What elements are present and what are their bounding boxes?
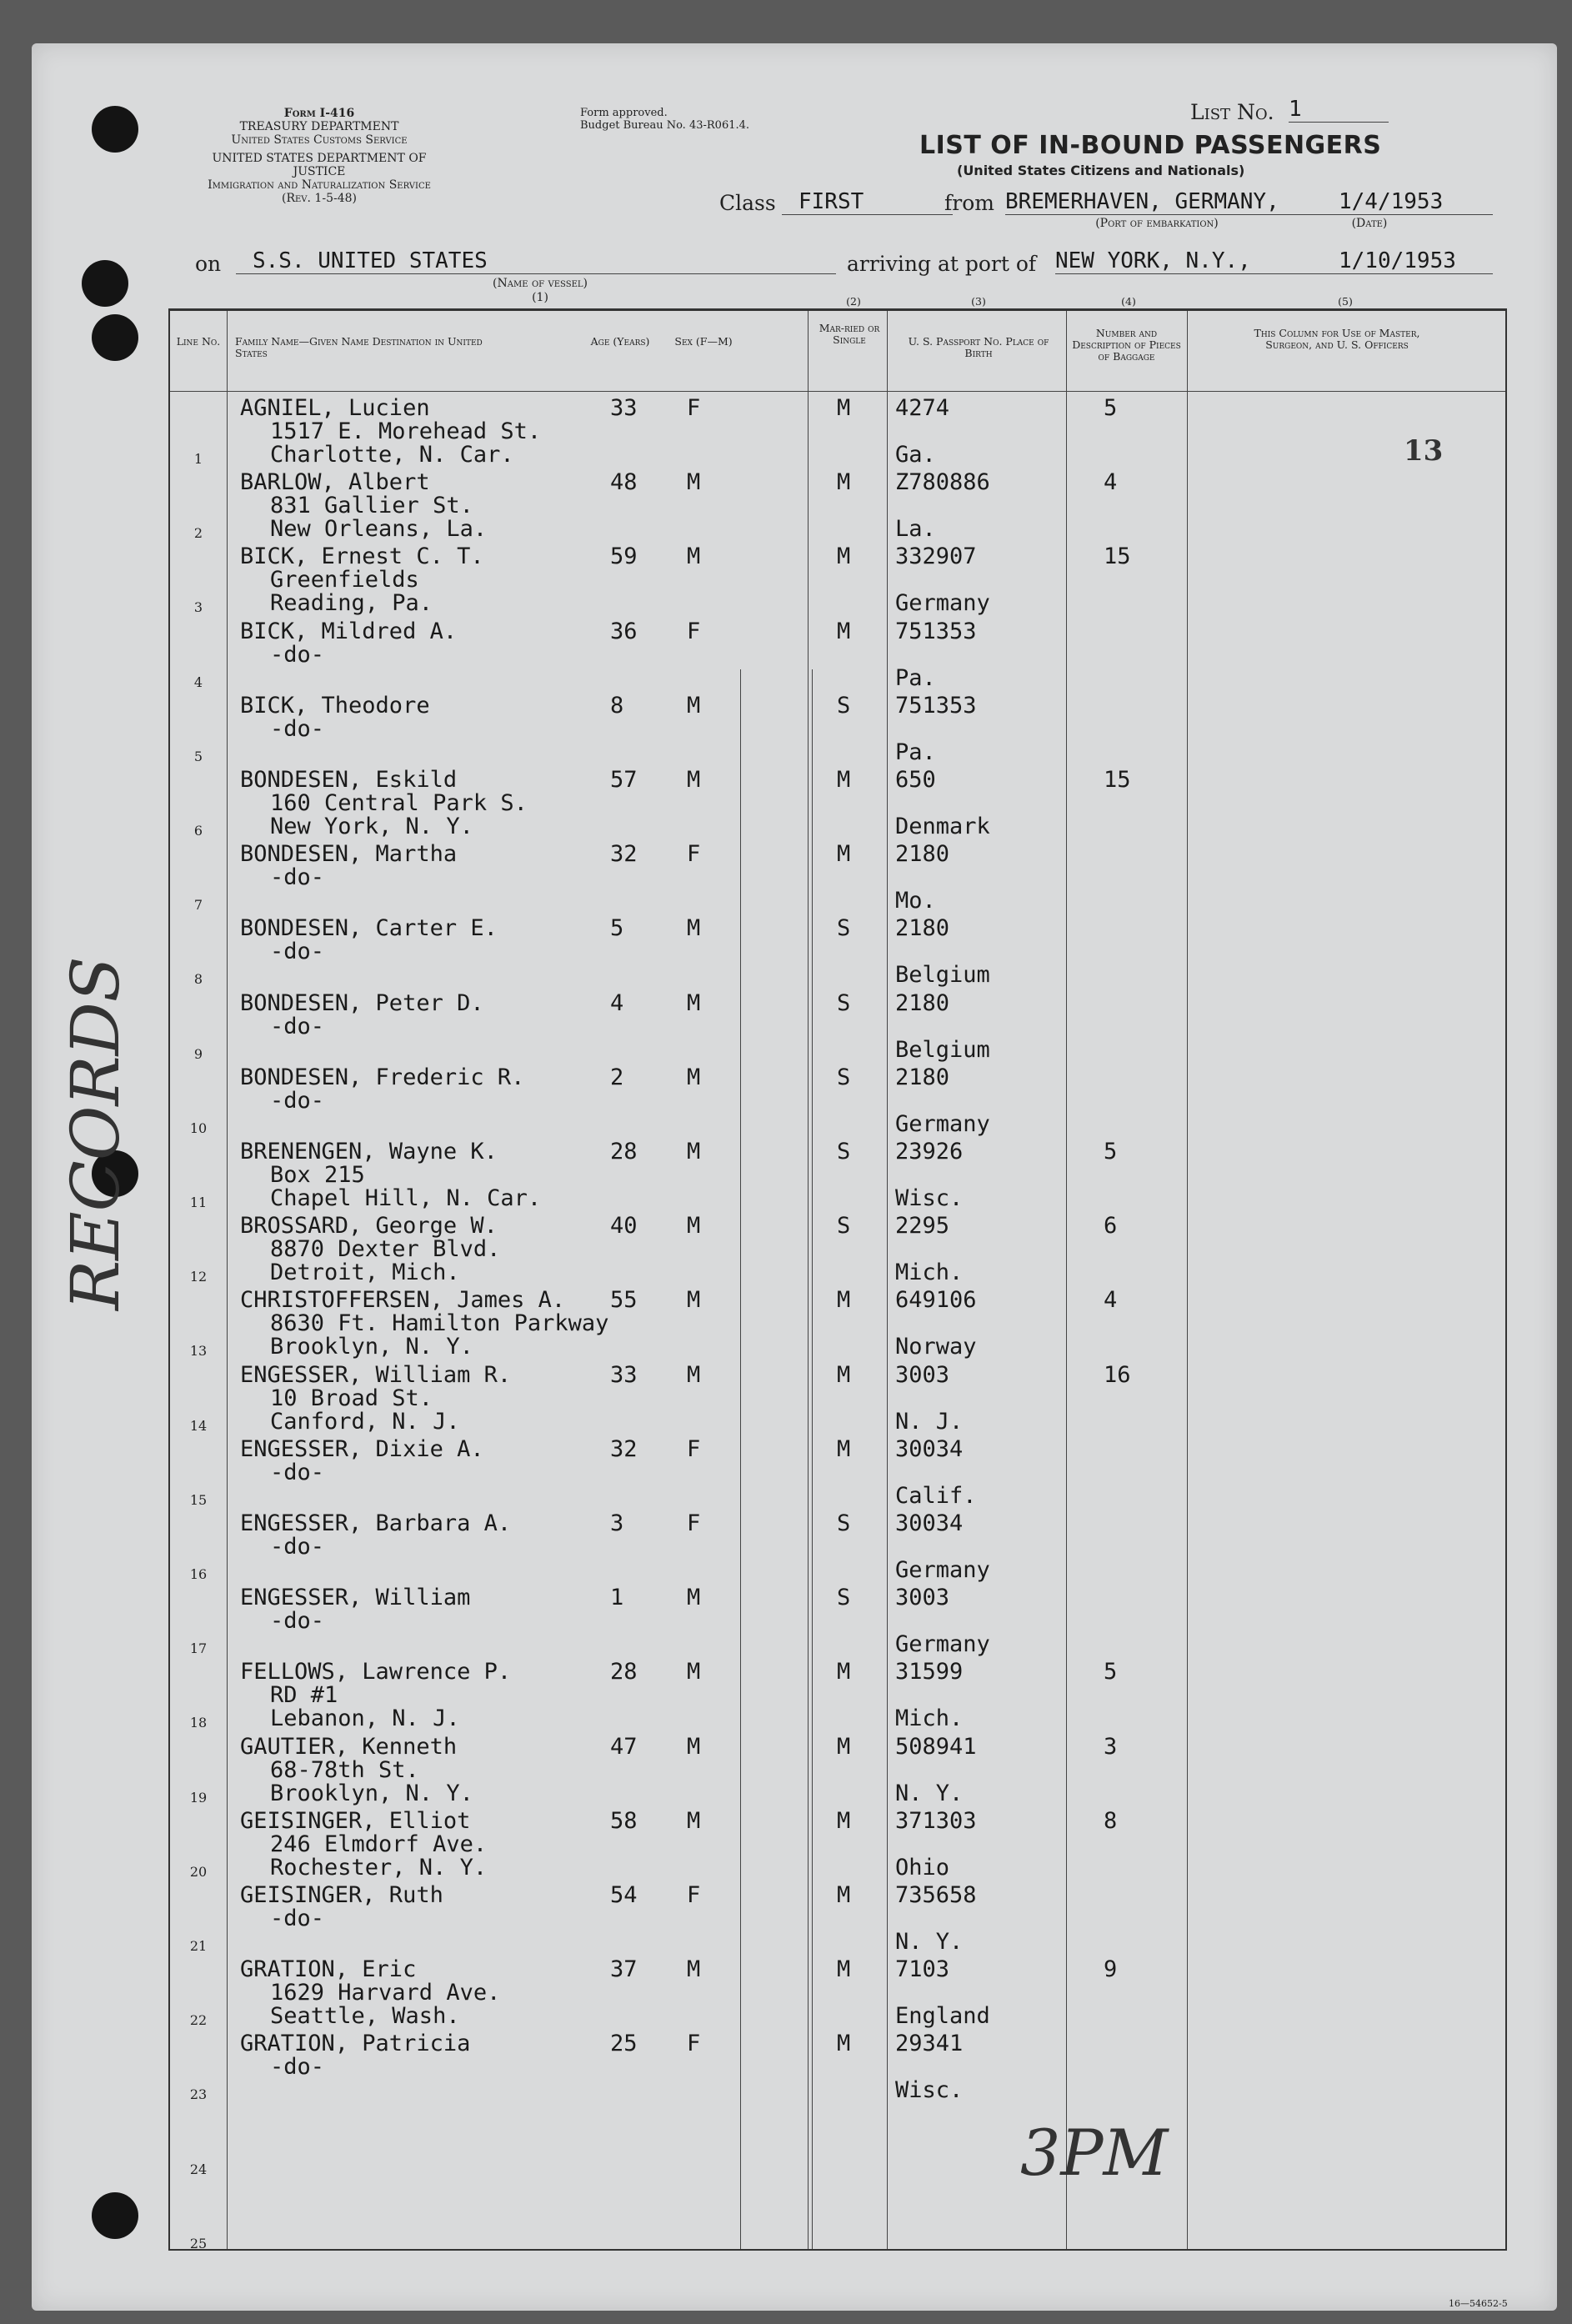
age-value: 33 [610,1361,638,1388]
arriving-label: arriving at port of [847,252,1037,276]
marital-status: M [837,1435,851,1462]
passenger-name: BICK, Theodore [240,692,430,719]
table-row [170,1506,1505,1583]
passport-number: 30034 [895,1510,964,1536]
baggage-count: 4 [1104,1287,1118,1314]
birthplace: Belgium [895,962,990,989]
line-number: 20 [189,1863,208,1880]
baggage-count: 4 [1104,469,1118,496]
birthplace: Wisc. [895,1185,964,1211]
address-line-1: 10 Broad St. [270,1385,433,1411]
table-row [170,1358,1505,1435]
birthplace: N. Y. [895,1929,964,1955]
embark-date: 1/4/1953 [1339,189,1493,215]
punch-hole [92,314,138,361]
line-number: 12 [189,1269,208,1285]
line-number: 17 [189,1640,208,1657]
age-value: 48 [610,469,638,496]
table-row [170,1209,1505,1286]
page-subtitle: (United States Citizens and Nationals) [957,163,1245,178]
address-line-1: 1517 E. Morehead St. [270,418,542,444]
table-row [170,1878,1505,1955]
table-row [170,391,1505,468]
birthplace: Ohio [895,1854,950,1881]
col-passport-head: U. S. Passport No. Place of Birth [908,335,1049,359]
sex-value: M [687,1287,701,1314]
age-value: 59 [610,543,638,570]
sex-value: F [687,395,701,421]
list-no-label: List No. [1190,100,1274,124]
col5-number: (5) [1338,295,1353,308]
margin-note: RECORDS [57,956,134,1310]
address-line-1: 68-78th St. [270,1756,419,1783]
table-row [170,763,1505,837]
baggage-count: 6 [1104,1213,1118,1240]
passport-number: 30034 [895,1435,964,1462]
sex-value: F [687,2031,701,2057]
passport-number: 2180 [895,1064,950,1090]
address-line-2: Reading, Pa. [270,590,433,617]
passport-number: Z780886 [895,469,990,496]
immigration-label: Immigration and Naturalization Service [208,178,431,192]
address-line-2: Brooklyn, N. Y. [270,1334,473,1360]
address-line-2: New York, N. Y. [270,814,473,839]
passport-number: 508941 [895,1733,977,1760]
justice-label: UNITED STATES DEPARTMENT OF JUSTICE [212,152,427,178]
line-number: 11 [189,1195,208,1210]
passport-number: 3003 [895,1585,950,1611]
class-label: Class [719,191,776,215]
list-no-value: 1 [1289,97,1389,123]
address-line-1: -do- [270,641,325,668]
age-value: 8 [610,692,624,719]
birthplace: La. [895,516,936,543]
col-sex-head: Sex (F—M) [674,335,733,348]
address-line-1: -do- [270,1459,325,1485]
passport-number: 2180 [895,989,950,1016]
passport-number: 751353 [895,618,977,644]
baggage-count: 5 [1104,395,1118,421]
budget-label: Budget Bureau No. 43-R061.4. [580,119,750,132]
address-line-1: -do- [270,939,325,965]
birthplace: Pa. [895,664,936,691]
address-line-1: RD #1 [270,1682,338,1709]
address-line-2: Rochester, N. Y. [270,1854,488,1881]
table-row [170,465,1505,543]
age-value: 5 [610,915,624,942]
line-number: 14 [189,1417,208,1434]
marital-status: M [837,395,851,421]
address-line-2: Canford, N. J. [270,1408,460,1435]
table-row [170,1952,1505,2030]
page-title: LIST OF IN-BOUND PASSENGERS [919,131,1382,160]
marital-status: M [837,1882,851,1908]
treasury-label: TREASURY DEPARTMENT [239,120,399,133]
passport-number: 4274 [895,395,950,421]
passenger-name: BONDESEN, Carter E. [240,915,498,942]
address-line-1: -do- [270,1608,325,1635]
birthplace: Mo. [895,888,936,914]
approval-block [580,107,749,132]
passenger-name: GEISINGER, Elliot [240,1807,471,1834]
sex-value: M [687,915,701,942]
revision-label: (Rev. 1-5-48) [282,192,357,205]
table-row [170,1655,1505,1732]
line-number: 22 [189,2012,208,2029]
line-number: 1 [193,451,203,467]
marital-status: M [837,767,851,793]
line-number: 16 [189,1566,208,1582]
sex-value: M [687,692,701,719]
sex-value: M [687,1361,701,1388]
passport-number: 332907 [895,543,977,570]
address-line-1: Greenfields [270,567,419,594]
marital-status: M [837,1361,851,1388]
passport-number: 735658 [895,1882,977,1908]
punch-hole [92,106,138,153]
birthplace: Norway [895,1334,977,1360]
address-line-1: -do- [270,864,325,891]
passenger-name: GAUTIER, Kenneth [240,1733,458,1760]
date-caption: (Date) [1351,217,1388,230]
sex-value: M [687,1213,701,1240]
line-number: 7 [193,897,203,914]
marital-status: M [837,841,851,868]
passport-number: 7103 [895,1956,950,1983]
marital-status: M [837,1733,851,1760]
age-value: 28 [610,1139,638,1165]
embark-port: BREMERHAVEN, GERMANY, [1005,189,1339,215]
marital-status: S [837,1064,851,1090]
marital-status: M [837,1956,851,1983]
passport-number: 3003 [895,1361,950,1388]
address-line-2: Seattle, Wash. [270,2003,460,2030]
age-value: 3 [610,1510,624,1536]
passenger-name: BICK, Ernest C. T. [240,543,484,570]
birthplace: Mich. [895,1705,964,1732]
officer-mark: 13 [1404,434,1444,468]
baggage-count: 15 [1104,543,1131,570]
address-line-2: Lebanon, N. J. [270,1705,460,1732]
passenger-name: BONDESEN, Frederic R. [240,1064,525,1090]
passenger-name: GEISINGER, Ruth [240,1882,443,1908]
passport-number: 2180 [895,915,950,942]
address-line-1: 160 Central Park S. [270,790,528,816]
passenger-name: GRATION, Eric [240,1956,417,1983]
passenger-name: ENGESSER, William [240,1585,471,1611]
table-row [170,1060,1505,1137]
line-number: 3 [193,599,203,616]
col-age-head: Age (Years) [590,335,650,348]
justice-block [186,152,453,205]
baggage-count: 16 [1104,1361,1131,1388]
sex-value: M [687,543,701,570]
passport-number: 23926 [895,1139,964,1165]
col-line-head: Line No. [176,335,221,348]
passport-number: 2180 [895,841,950,868]
passenger-name: BICK, Mildred A. [240,618,458,644]
age-value: 4 [610,989,624,1016]
sex-value: M [687,767,701,793]
line-number: 2 [193,525,203,542]
address-line-1: -do- [270,2054,325,2081]
marital-status: S [837,915,851,942]
passenger-name: BONDESEN, Martha [240,841,458,868]
address-line-2: Chapel Hill, N. Car. [270,1185,542,1211]
address-line-1: -do- [270,715,325,742]
marital-status: M [837,1287,851,1314]
baggage-count: 5 [1104,1139,1118,1165]
passenger-name: ENGESSER, Dixie A. [240,1435,484,1462]
age-value: 58 [610,1807,638,1834]
address-line-1: Box 215 [270,1162,365,1188]
table-row [170,986,1505,1063]
punch-hole [82,260,128,307]
address-line-1: -do- [270,1534,325,1560]
marital-status: S [837,1139,851,1165]
address-line-1: 1629 Harvard Ave. [270,1980,501,2006]
passenger-name: AGNIEL, Lucien [240,395,430,421]
col-married-head: Mar-ried or Single [819,322,880,346]
arrival-port: NEW YORK, N.Y., [1055,248,1339,274]
passenger-name: ENGESSER, William R. [240,1361,512,1388]
table-row [170,1134,1505,1209]
line-number: 8 [193,971,203,988]
address-line-1: -do- [270,1087,325,1114]
table-row [170,837,1505,914]
age-value: 32 [610,841,638,868]
line-number: 18 [189,1715,208,1731]
age-value: 54 [610,1882,638,1908]
age-value: 47 [610,1733,638,1760]
age-value: 55 [610,1287,638,1314]
sex-value: M [687,1585,701,1611]
sex-value: F [687,841,701,868]
marital-status: S [837,989,851,1016]
line-number: 25 [189,2235,208,2251]
agency-block [190,107,448,147]
sex-value: M [687,1807,701,1834]
sex-value: M [687,1064,701,1090]
line-number: 10 [189,1119,208,1136]
col2-number: (2) [846,295,861,308]
age-value: 28 [610,1659,638,1685]
sex-value: M [687,989,701,1016]
birthplace: Pa. [895,739,936,765]
table-row [170,2176,1505,2250]
marital-status: M [837,1807,851,1834]
sex-value: M [687,1659,701,1685]
address-line-1: -do- [270,1013,325,1039]
address-line-1: 831 Gallier St. [270,493,473,519]
passenger-name: BARLOW, Albert [240,469,430,496]
age-value: 2 [610,1064,624,1090]
sex-value: F [687,618,701,644]
sex-value: F [687,1882,701,1908]
baggage-count: 8 [1104,1807,1118,1834]
form-number: Form I-416 [283,107,355,120]
passenger-table [168,295,1507,2251]
address-line-2: Brooklyn, N. Y. [270,1780,473,1806]
col3-number: (3) [971,295,986,308]
table-row [170,1804,1505,1881]
vessel-name: S.S. UNITED STATES [236,248,836,274]
birthplace: N. Y. [895,1780,964,1806]
marital-status: M [837,1659,851,1685]
table-row [170,614,1505,689]
table-row [170,1283,1505,1360]
col-name-head: Family Name—Given Name Destination in United States [235,335,483,359]
line-number: 15 [189,1491,208,1508]
age-value: 57 [610,767,638,793]
age-value: 32 [610,1435,638,1462]
marital-status: M [837,2031,851,2057]
birthplace: Germany [895,1557,990,1583]
line-number: 21 [189,1938,208,1954]
age-value: 33 [610,395,638,421]
line-number: 4 [193,674,203,690]
passenger-name: CHRISTOFFERSEN, James A. [240,1287,566,1314]
birthplace: Ga. [895,442,936,468]
line-number: 23 [189,2086,208,2103]
birthplace: Germany [895,1631,990,1658]
baggage-count: 15 [1104,767,1131,793]
birthplace: Calif. [895,1482,977,1509]
col-baggage-head: Number and Description of Pieces of Baggage [1072,327,1181,363]
age-value: 1 [610,1585,624,1611]
marital-status: S [837,1585,851,1611]
on-label: on [195,252,222,276]
signature-time: 3PM [1020,2116,1169,2190]
punch-hole [92,2192,138,2239]
baggage-count: 9 [1104,1956,1118,1983]
table-row [170,539,1505,617]
line-number: 6 [193,823,203,839]
line-number: 5 [193,748,203,764]
passenger-name: GRATION, Patricia [240,2031,471,2057]
marital-status: S [837,692,851,719]
col4-number: (4) [1121,295,1136,308]
from-label: from [944,191,994,215]
baggage-count: 3 [1104,1733,1118,1760]
sex-value: M [687,1139,701,1165]
marital-status: M [837,543,851,570]
table-row [170,2101,1505,2176]
col1-number: (1) [532,291,548,304]
table-row [170,1580,1505,1658]
line-number: 24 [189,2161,208,2177]
address-line-1: 246 Elmdorf Ave. [270,1831,488,1857]
sex-value: M [687,1733,701,1760]
sex-value: F [687,1435,701,1462]
age-value: 36 [610,618,638,644]
birthplace: England [895,2003,990,2030]
passport-number: 649106 [895,1287,977,1314]
sex-value: M [687,469,701,496]
birthplace: N. J. [895,1408,964,1435]
customs-label: United States Customs Service [231,133,408,147]
table-row [170,911,1505,989]
line-number: 19 [189,1789,208,1806]
address-line-1: 8630 Ft. Hamilton Parkway [270,1310,609,1337]
passenger-name: BONDESEN, Peter D. [240,989,484,1016]
passenger-name: BROSSARD, George W. [240,1213,498,1240]
birthplace: Wisc. [895,2077,964,2104]
line-number: 9 [193,1045,203,1062]
table-row [170,1432,1505,1509]
baggage-count: 5 [1104,1659,1118,1685]
passport-number: 29341 [895,2031,964,2057]
port-caption: (Port of embarkation) [1095,217,1219,230]
birthplace: Denmark [895,814,990,839]
marital-status: M [837,469,851,496]
marital-status: S [837,1510,851,1536]
age-value: 25 [610,2031,638,2057]
passport-number: 751353 [895,692,977,719]
marital-status: S [837,1213,851,1240]
birthplace: Belgium [895,1036,990,1063]
class-value: FIRST [782,189,953,215]
vessel-caption: (Name of vessel) [493,277,588,290]
line-number: 13 [189,1343,208,1360]
passport-number: 371303 [895,1807,977,1834]
passport-number: 650 [895,767,936,793]
address-line-2: Charlotte, N. Car. [270,442,514,468]
table-row [170,2026,1505,2104]
address-line-1: 8870 Dexter Blvd. [270,1236,501,1263]
address-line-2: Detroit, Mich. [270,1260,460,1286]
passenger-name: ENGESSER, Barbara A. [240,1510,512,1536]
birthplace: Germany [895,1110,990,1137]
passenger-name: BRENENGEN, Wayne K. [240,1139,498,1165]
address-line-1: -do- [270,1906,325,1931]
address-line-2: New Orleans, La. [270,516,488,543]
birthplace: Mich. [895,1260,964,1286]
col-use-head: This Column for Use of Master, Surgeon, and U. S. Officers [1254,327,1420,351]
table-row [170,1730,1505,1804]
arrival-date: 1/10/1953 [1339,248,1493,274]
marital-status: M [837,618,851,644]
age-value: 37 [610,1956,638,1983]
passport-number: 31599 [895,1659,964,1685]
age-value: 40 [610,1213,638,1240]
passport-number: 2295 [895,1213,950,1240]
footer-code: 16—54652-5 [1449,2298,1508,2309]
passenger-name: FELLOWS, Lawrence P. [240,1659,512,1685]
passenger-name: BONDESEN, Eskild [240,767,458,793]
sex-value: F [687,1510,701,1536]
sex-value: M [687,1956,701,1983]
approval-label: Form approved. [580,107,668,119]
table-row [170,689,1505,763]
birthplace: Germany [895,590,990,617]
